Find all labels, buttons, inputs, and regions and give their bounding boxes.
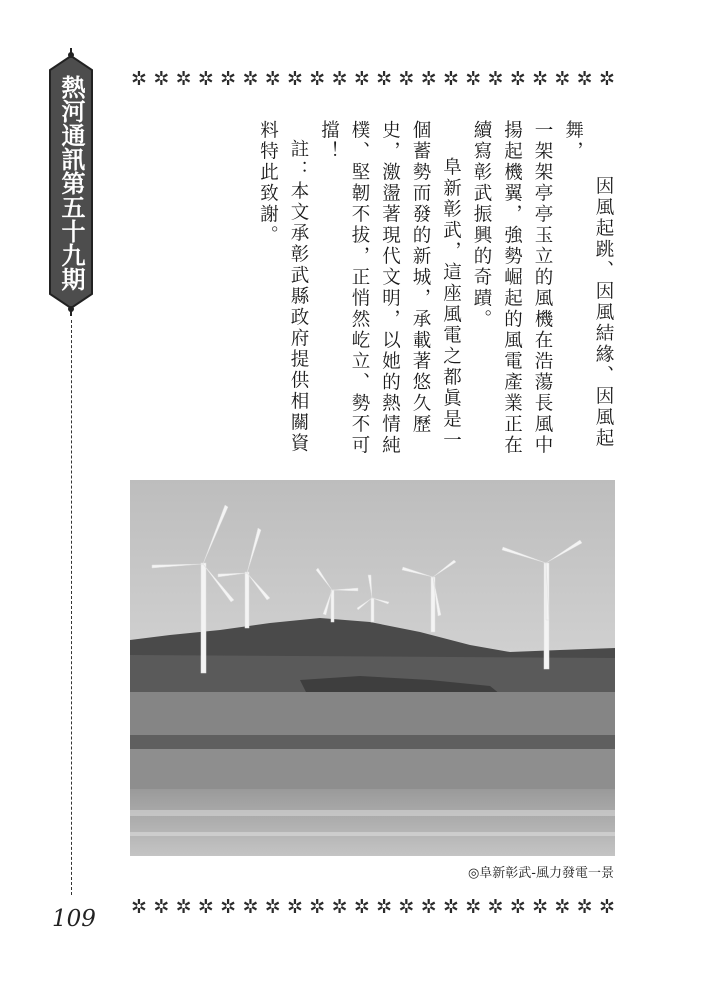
ornament-star-icon: ✲ [242,896,259,918]
ornament-star-icon: ✲ [465,896,482,918]
ornament-star-icon: ✲ [197,896,214,918]
ornament-border-bottom [128,895,618,919]
ornament-star-icon: ✲ [532,68,549,90]
ornament-star-icon: ✲ [487,896,504,918]
ornament-star-icon: ✲ [331,896,348,918]
ornament-star-icon: ✲ [376,896,393,918]
ornament-star-icon: ✲ [197,68,214,90]
article-paragraph-2: 一架架亭亭玉立的風機在浩蕩長風中揚起機翼，強勢崛起的風電產業正在續寫彰武振興的奇蹟。 [471,120,553,456]
ornament-star-icon: ✲ [576,896,593,918]
ornament-star-icon: ✲ [509,68,526,90]
ornament-star-icon: ✲ [487,68,504,90]
ornament-star-icon: ✲ [376,68,393,90]
article-note: 註：本文承彰武縣政府提供相關資料特此致謝。 [257,120,309,454]
ornament-border-top [128,67,618,91]
article-body [257,120,618,460]
ornament-star-icon: ✲ [309,896,326,918]
ornament-star-icon: ✲ [287,68,303,90]
ornament-star-icon: ✲ [242,68,259,90]
wind-farm-photo [130,480,615,856]
side-title-banner [46,48,96,316]
ornament-star-icon: ✲ [398,68,415,90]
ornament-star-icon: ✲ [287,896,303,918]
ornament-star-icon: ✲ [175,68,192,90]
ornament-star-icon: ✲ [598,896,615,918]
series-title: 熱河通訊第五十九期 [57,75,86,291]
ornament-star-icon: ✲ [131,896,147,918]
ornament-star-icon: ✲ [576,68,593,90]
ornament-star-icon: ✲ [220,68,237,90]
ornament-star-icon: ✲ [420,896,437,918]
ornament-star-icon: ✲ [220,896,237,918]
ornament-star-icon: ✲ [442,896,459,918]
ornament-star-icon: ✲ [264,896,281,918]
ornament-star-icon: ✲ [398,896,415,918]
page-number: 109 [52,906,96,932]
ornament-star-icon: ✲ [420,68,437,90]
ornament-star-icon: ✲ [509,896,526,918]
ornament-star-icon: ✲ [264,68,281,90]
article-paragraph-3: 阜新彰武，這座風電之都眞是一個蓄勢而發的新城，承載著悠久歷史，激盪著現代文明，以她的熱情純樸、堅韌不拔，正悄然屹立、勢不可擋！ [318,120,462,456]
ornament-star-icon: ✲ [153,896,170,918]
ornament-star-icon: ✲ [532,896,549,918]
ornament-star-icon: ✲ [598,68,615,90]
ornament-star-icon: ✲ [353,68,370,90]
ornament-star-icon: ✲ [465,68,482,90]
ornament-star-icon: ✲ [442,68,459,90]
ornament-star-icon: ✲ [554,896,571,918]
ornament-star-icon: ✲ [309,68,326,90]
side-dashed-rule [71,320,72,895]
ornament-star-icon: ✲ [353,896,370,918]
ornament-star-icon: ✲ [175,896,192,918]
ornament-star-icon: ✲ [153,68,170,90]
photo-caption: ◎阜新彰武-風力發電一景 [467,866,614,881]
article-paragraph-1: 因風起跳、因風結緣、因風起舞， [562,120,614,449]
ornament-star-icon: ✲ [331,68,348,90]
ornament-star-icon: ✲ [554,68,571,90]
ornament-star-icon: ✲ [131,68,147,90]
